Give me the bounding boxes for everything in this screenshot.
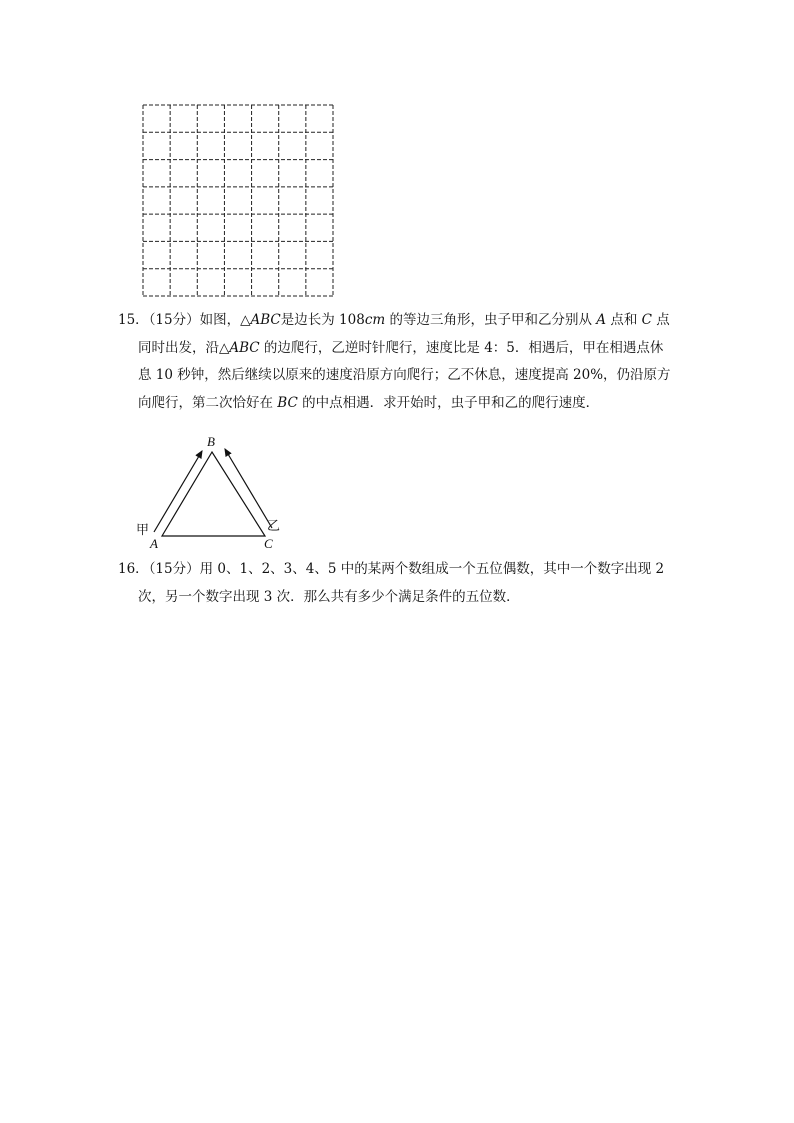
problem-16-line-1: [118, 556, 678, 584]
problem-16-number: 16．: [118, 561, 149, 577]
dashed-grid-figure: [142, 104, 334, 297]
math-var: C: [641, 312, 652, 328]
math-var: BC: [277, 394, 298, 411]
problem-16-line-2: 次，另一个数字出现 3 次．那么共有多少个满足条件的五位数．: [138, 588, 520, 605]
problem-15-line-4: [118, 390, 678, 418]
problem-15-score: （15分）: [148, 312, 200, 328]
arrow-jia: [154, 451, 202, 532]
text: 的中点相遇．求开始时，虫子甲和乙的爬行速度．: [297, 394, 600, 411]
math-var: A: [596, 312, 607, 328]
label-b: B: [207, 434, 215, 449]
math-var: ABC: [229, 339, 260, 356]
problem-15-line-3: 息 10 秒钟，然后继续以原来的速度沿原方向爬行；乙不休息，速度提高 20%，仍沿原方: [138, 367, 671, 383]
problem-16-score: （15分）: [148, 561, 200, 577]
problem-15-line-2: [118, 335, 678, 363]
label-jia: 甲: [136, 523, 150, 538]
text: 点和: [606, 312, 642, 328]
problem-16: [118, 556, 678, 611]
text: 的边爬行，乙逆时针爬行，速度比是 4：5．相遇后，甲在相遇点休: [259, 339, 664, 356]
problem-15-number: 15．: [118, 312, 149, 328]
label-a: A: [150, 536, 158, 551]
problem-15-line-1: [118, 307, 678, 335]
problem-15: [118, 307, 678, 417]
text: 如图，△: [199, 312, 251, 328]
triangle-figure: [132, 432, 292, 552]
math-var: ABC: [250, 312, 281, 328]
math-var: cm: [364, 312, 386, 328]
text: 向爬行，第二次恰好在: [138, 394, 278, 411]
text: 点: [651, 312, 670, 328]
triangle-abc: [162, 452, 265, 536]
label-yi: 乙: [267, 519, 281, 534]
text: 是边长为 108: [280, 312, 365, 328]
text: 用 0、1、2、3、4、5 中的某两个数组成一个五位偶数，其中一个数字出现 2: [199, 561, 665, 577]
text: 的等边三角形，虫子甲和乙分别从: [385, 312, 597, 328]
label-c: C: [264, 536, 273, 551]
arrow-yi: [225, 449, 272, 528]
text: 同时出发，沿△: [138, 339, 230, 356]
